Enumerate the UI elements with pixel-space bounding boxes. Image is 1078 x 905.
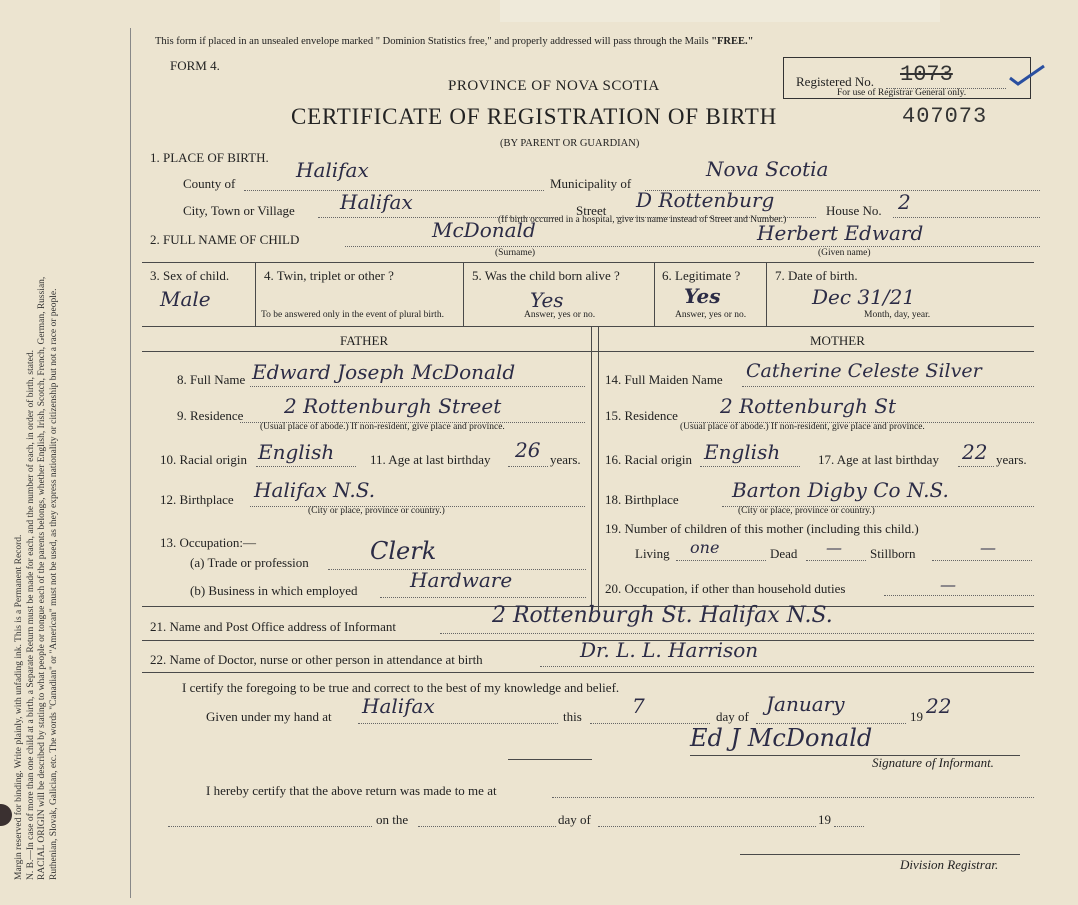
dead-line (806, 560, 866, 561)
father-residence-value: 2 Rottenburgh Street (284, 394, 502, 418)
mother-residence-label: 15. Residence (605, 408, 678, 423)
registered-value: 1073 (900, 62, 953, 87)
given-under-label: Given under my hand at (206, 709, 332, 724)
informant-value: 2 Rottenburgh St. Halifax N.S. (492, 603, 833, 628)
date-of-birth-label: 7. Date of birth. (775, 268, 858, 283)
signature-short-line (508, 759, 592, 760)
dead-value: — (826, 538, 842, 557)
mother-occupation-line (884, 595, 1034, 596)
day-of-label: day of (716, 709, 749, 724)
certificate-subtitle: (BY PARENT OR GUARDIAN) (500, 138, 640, 149)
father-birthplace-value: Halifax N.S. (254, 478, 376, 502)
registrar-signature-label: Division Registrar. (900, 857, 999, 872)
legitimate-note: Answer, yes or no. (675, 310, 747, 320)
mother-name-line (742, 386, 1034, 387)
doctor-value: Dr. L. L. Harrison (580, 638, 759, 662)
certificate-title: CERTIFICATE OF REGISTRATION OF BIRTH (291, 104, 778, 129)
day-value: 7 (632, 694, 645, 718)
father-years-label: years. (550, 452, 581, 467)
registrar-month-line (598, 826, 816, 827)
hospital-note: (If birth occurred in a hospital, give its name instead of Street and Number.) (498, 215, 787, 225)
father-age-value: 26 (515, 438, 541, 462)
certify-text: I certify the foregoing to be true and correct to the best of my knowledge and belief. (182, 680, 620, 695)
margin-note-1: Margin reserved for binding. Write plainly, with unfading ink. This is a Permanent Record. (14, 534, 24, 880)
registrar-day-of-label: day of (558, 812, 591, 827)
registrar-place-line (552, 797, 1034, 798)
mother-racial-label: 16. Racial origin (605, 452, 693, 467)
registrar-on-label: on the (376, 812, 409, 827)
given-name-note: (Given name) (818, 248, 871, 258)
dead-label: Dead (770, 546, 798, 561)
month-value: January (766, 692, 845, 716)
registrar-pre-line (168, 826, 372, 827)
registrar-day-line (418, 826, 556, 827)
row-bottom-border (142, 326, 1034, 327)
municipality-label: Municipality of (550, 176, 632, 191)
signature-label: Signature of Informant. (872, 755, 994, 770)
mother-birthplace-value: Barton Digby Co N.S. (732, 478, 949, 502)
margin-note-4: Ruthenian, Slovak, Galician, etc. The words "Canadian" or "American" must not be used, as they express nationality or citizenship but not a race or people. (48, 288, 59, 880)
province-heading: PROVINCE OF NOVA SCOTIA (448, 78, 660, 94)
child-name-label: 2. FULL NAME OF CHILD (150, 232, 300, 247)
stamp-number: 407073 (902, 104, 988, 129)
sex-value: Male (160, 287, 211, 311)
father-name-value: Edward Joseph McDonald (252, 360, 516, 384)
mother-occupation-value: — (940, 575, 956, 594)
row-top-border (142, 262, 1034, 263)
given-place-line (358, 723, 558, 724)
registrar-signature-line (740, 854, 1020, 855)
father-age-label: 11. Age at last birthday (370, 452, 491, 467)
mother-occupation-label: 20. Occupation, if other than household duties (605, 581, 846, 596)
father-trade-label: (a) Trade or profession (190, 555, 309, 570)
father-trade-value: Clerk (370, 537, 437, 565)
father-residence-label: 9. Residence (177, 408, 244, 423)
father-name-line (250, 386, 585, 387)
father-occupation-label: 13. Occupation:— (160, 535, 257, 550)
registrar-year-prefix: 19 (818, 812, 831, 827)
margin-note-2: N. B.—In case of more than one child at a birth, a Separate Return must be made for each, and the number of each, in order of birth, stated. (25, 350, 36, 880)
living-label: Living (635, 546, 670, 561)
parents-divider-2 (598, 326, 599, 616)
sex-label: 3. Sex of child. (150, 268, 230, 283)
father-birthplace-label: 12. Birthplace (160, 492, 234, 507)
mother-racial-value: English (704, 440, 781, 464)
child-surname: McDonald (432, 218, 536, 242)
mother-name-value: Catherine Celeste Silver (746, 360, 982, 382)
father-business-value: Hardware (410, 568, 513, 592)
date-of-birth-note: Month, day, year. (864, 310, 931, 320)
registrar-certify-text: I hereby certify that the above return was made to me at (206, 783, 497, 798)
surname-note: (Surname) (495, 248, 536, 258)
father-racial-value: English (258, 440, 335, 464)
city-label: City, Town or Village (183, 203, 295, 218)
doctor-border (142, 672, 1034, 673)
registrar-year-line (834, 826, 864, 827)
mother-birthplace-label: 18. Birthplace (605, 492, 679, 507)
informant-signature: Ed J McDonald (690, 724, 873, 752)
row-divider-3 (654, 262, 655, 326)
house-label: House No. (826, 203, 882, 218)
mother-birthplace-note: (City or place, province or country.) (738, 506, 875, 516)
house-value: 2 (898, 190, 911, 214)
stillborn-line (932, 560, 1032, 561)
street-label: Street (576, 203, 607, 218)
children-count-label: 19. Number of children of this mother (including this child.) (605, 521, 919, 536)
mother-heading: MOTHER (810, 333, 865, 348)
living-value: one (690, 538, 720, 557)
father-heading: FATHER (340, 333, 389, 348)
mother-age-value: 22 (962, 440, 988, 464)
informant-label: 21. Name and Post Office address of Informant (150, 619, 396, 634)
stillborn-label: Stillborn (870, 546, 916, 561)
father-racial-line (256, 466, 356, 467)
tape-strip (500, 0, 940, 22)
mother-years-label: years. (996, 452, 1027, 467)
registered-label: Registered No. (796, 74, 874, 89)
father-racial-label: 10. Racial origin (160, 452, 248, 467)
doctor-line (540, 666, 1034, 667)
checkmark-icon (1008, 62, 1048, 88)
child-given-name: Herbert Edward (757, 221, 924, 245)
parents-divider (591, 326, 592, 616)
legitimate-value: Yes (684, 284, 721, 308)
mother-age-label: 17. Age at last birthday (818, 452, 939, 467)
alive-value: Yes (530, 288, 564, 312)
stillborn-value: — (980, 538, 996, 557)
margin-note-3: RACIAL ORIGIN will be described by stating to what people or tongue each of the parents belongs, whether English, Irish, Scotch, French, German, Russian, (37, 276, 47, 880)
father-residence-note: (Usual place of abode.) If non-resident, give place and province. (260, 422, 505, 432)
mother-name-label: 14. Full Maiden Name (605, 372, 723, 387)
twin-note: To be answered only in the event of plural birth. (261, 310, 444, 320)
city-value: Halifax (340, 190, 413, 214)
house-line (893, 217, 1040, 218)
parents-heading-border (142, 351, 1034, 352)
row-divider-2 (463, 262, 464, 326)
given-place-value: Halifax (362, 694, 435, 718)
binding-hole (0, 804, 12, 826)
living-line (676, 560, 766, 561)
father-business-line (380, 597, 586, 598)
father-name-label: 8. Full Name (177, 372, 246, 387)
margin-notes (14, 20, 124, 880)
mother-age-line (958, 466, 994, 467)
date-of-birth-value: Dec 31/21 (812, 285, 916, 309)
envelope-note: This form if placed in an unsealed envelope marked " Dominion Statistics free," and properly addressed will pass through the Mails "FREE." (155, 36, 754, 47)
year-value: 22 (926, 694, 952, 718)
year-prefix: 19 (910, 709, 923, 724)
child-name-line (345, 246, 1040, 247)
row-divider-1 (255, 262, 256, 326)
place-of-birth-label: 1. PLACE OF BIRTH. (150, 150, 269, 165)
twin-label: 4. Twin, triplet or other ? (264, 268, 394, 283)
mother-racial-line (700, 466, 800, 467)
informant-line (440, 633, 1034, 634)
legitimate-label: 6. Legitimate ? (662, 268, 741, 283)
alive-label: 5. Was the child born alive ? (472, 268, 620, 283)
this-label: this (563, 709, 582, 724)
alive-note: Answer, yes or no. (524, 310, 596, 320)
municipality-value: Nova Scotia (706, 157, 829, 181)
county-label: County of (183, 176, 236, 191)
father-age-line (508, 466, 548, 467)
row-divider-4 (766, 262, 767, 326)
street-value: D Rottenburg (636, 188, 775, 212)
mother-residence-note: (Usual place of abode.) If non-resident, give place and province. (680, 422, 925, 432)
county-value: Halifax (296, 158, 369, 182)
father-business-label: (b) Business in which employed (190, 583, 358, 598)
mother-residence-value: 2 Rottenburgh St (720, 394, 896, 418)
father-birthplace-note: (City or place, province or country.) (308, 506, 445, 516)
registrar-note: For use of Registrar General only. (837, 88, 967, 98)
margin-divider (130, 28, 131, 898)
form-number: FORM 4. (170, 58, 220, 73)
doctor-label: 22. Name of Doctor, nurse or other person in attendance at birth (150, 652, 483, 667)
